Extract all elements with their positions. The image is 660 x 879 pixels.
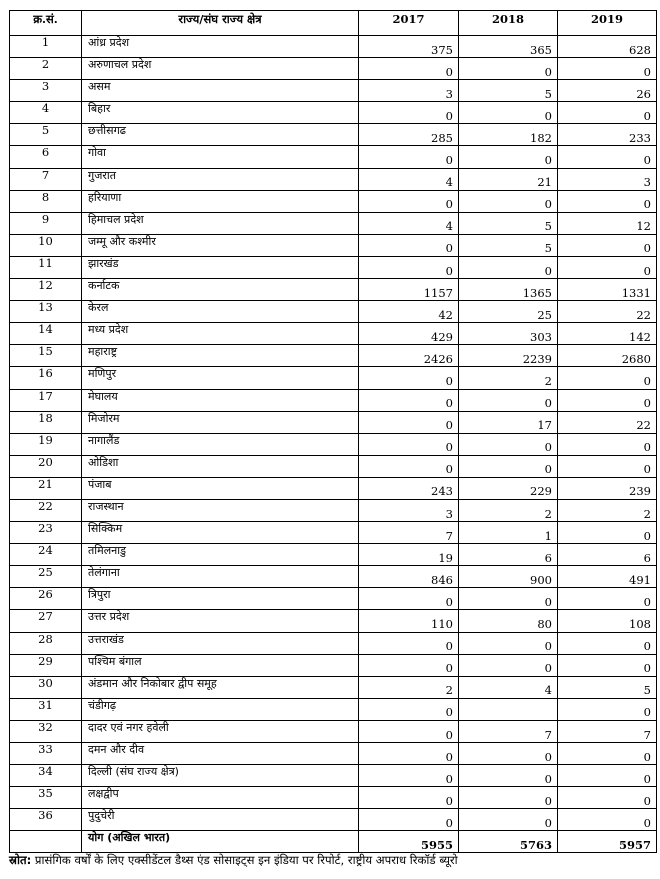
value-2019-cell: 0	[558, 102, 657, 124]
value-2017-cell: 0	[359, 765, 459, 787]
value-2019-cell: 0	[558, 588, 657, 610]
state-name-cell: मिजोरम	[82, 411, 359, 433]
state-name-cell: मध्य प्रदेश	[82, 323, 359, 345]
value-2017-cell: 0	[359, 743, 459, 765]
value-2019-cell: 22	[558, 301, 657, 323]
table-row	[10, 389, 657, 411]
data-table-container	[9, 10, 656, 853]
serial-no-cell: 26	[10, 588, 82, 610]
table-row	[10, 632, 657, 654]
value-2018-cell: 900	[459, 566, 558, 588]
value-2018-cell: 0	[459, 632, 558, 654]
state-name-cell: दमन और दीव	[82, 743, 359, 765]
state-name-cell: बिहार	[82, 102, 359, 124]
value-2019-cell: 0	[558, 146, 657, 168]
value-2019-cell: 491	[558, 566, 657, 588]
value-2018-cell: 0	[459, 654, 558, 676]
value-2019-cell: 142	[558, 323, 657, 345]
value-2017-cell: 0	[359, 654, 459, 676]
value-2017-cell: 0	[359, 809, 459, 831]
table-row	[10, 124, 657, 146]
value-2019-cell: 26	[558, 80, 657, 102]
value-2018-cell: 17	[459, 411, 558, 433]
value-2017-cell: 0	[359, 190, 459, 212]
state-name-cell: मेघालय	[82, 389, 359, 411]
total-label-cell: योग (अखिल भारत)	[82, 831, 359, 853]
serial-no-cell: 29	[10, 654, 82, 676]
value-2018-cell: 365	[459, 36, 558, 58]
serial-no-cell: 14	[10, 323, 82, 345]
value-2017-cell: 243	[359, 477, 459, 499]
serial-no-cell: 33	[10, 743, 82, 765]
value-2019-cell: 0	[558, 433, 657, 455]
value-2017-cell: 0	[359, 787, 459, 809]
serial-no-cell: 20	[10, 455, 82, 477]
table-row	[10, 809, 657, 831]
value-2018-cell: 2	[459, 499, 558, 521]
value-2018-cell: 6	[459, 544, 558, 566]
value-2017-cell: 2	[359, 676, 459, 698]
total-2018-cell: 5763	[459, 831, 558, 853]
table-row	[10, 190, 657, 212]
value-2017-cell: 0	[359, 146, 459, 168]
value-2017-cell: 4	[359, 212, 459, 234]
serial-no-cell: 15	[10, 345, 82, 367]
state-name-cell: तमिलनाडु	[82, 544, 359, 566]
value-2017-cell: 0	[359, 632, 459, 654]
state-name-cell: झारखंड	[82, 256, 359, 278]
table-row	[10, 279, 657, 301]
value-2019-cell: 0	[558, 654, 657, 676]
value-2019-cell: 0	[558, 765, 657, 787]
state-name-cell: नागालैंड	[82, 433, 359, 455]
state-name-cell: ओडिशा	[82, 455, 359, 477]
table-header-row	[10, 11, 657, 36]
table-row	[10, 367, 657, 389]
state-name-cell: अंडमान और निकोबार द्वीप समूह	[82, 676, 359, 698]
value-2018-cell: 80	[459, 610, 558, 632]
table-row	[10, 499, 657, 521]
serial-no-cell: 16	[10, 367, 82, 389]
value-2017-cell: 0	[359, 720, 459, 742]
table-row	[10, 256, 657, 278]
table-row	[10, 234, 657, 256]
serial-no-cell: 23	[10, 522, 82, 544]
value-2018-cell: 4	[459, 676, 558, 698]
value-2017-cell: 429	[359, 323, 459, 345]
value-2018-cell: 0	[459, 389, 558, 411]
table-row	[10, 433, 657, 455]
value-2018-cell: 0	[459, 787, 558, 809]
value-2019-cell: 12	[558, 212, 657, 234]
value-2017-cell: 285	[359, 124, 459, 146]
table-row	[10, 676, 657, 698]
value-2018-cell: 7	[459, 720, 558, 742]
table-row	[10, 212, 657, 234]
table-row	[10, 588, 657, 610]
serial-no-cell: 2	[10, 58, 82, 80]
state-data-table	[9, 10, 657, 853]
state-name-cell: उत्तर प्रदेश	[82, 610, 359, 632]
state-name-cell: चंडीगढ़	[82, 698, 359, 720]
state-name-cell: सिक्किम	[82, 522, 359, 544]
serial-no-cell: 13	[10, 301, 82, 323]
value-2017-cell: 846	[359, 566, 459, 588]
total-2017-cell: 5955	[359, 831, 459, 853]
serial-no-cell: 30	[10, 676, 82, 698]
table-row	[10, 455, 657, 477]
value-2019-cell: 0	[558, 632, 657, 654]
serial-no-cell: 3	[10, 80, 82, 102]
value-2019-cell: 0	[558, 698, 657, 720]
value-2019-cell: 628	[558, 36, 657, 58]
state-name-cell: गुजरात	[82, 168, 359, 190]
value-2017-cell: 0	[359, 234, 459, 256]
total-row	[10, 831, 657, 853]
value-2017-cell: 0	[359, 698, 459, 720]
value-2018-cell: 0	[459, 809, 558, 831]
value-2018-cell: 182	[459, 124, 558, 146]
value-2019-cell: 0	[558, 256, 657, 278]
table-row	[10, 345, 657, 367]
header-2019: 2019	[558, 11, 657, 36]
serial-no-cell: 6	[10, 146, 82, 168]
value-2018-cell: 303	[459, 323, 558, 345]
table-row	[10, 36, 657, 58]
state-name-cell: तेलंगाना	[82, 566, 359, 588]
serial-no-cell: 22	[10, 499, 82, 521]
value-2018-cell: 25	[459, 301, 558, 323]
serial-no-cell: 10	[10, 234, 82, 256]
value-2018-cell: 2239	[459, 345, 558, 367]
value-2018-cell: 5	[459, 80, 558, 102]
state-name-cell: हरियाणा	[82, 190, 359, 212]
state-name-cell: मणिपुर	[82, 367, 359, 389]
value-2019-cell: 239	[558, 477, 657, 499]
value-2019-cell: 0	[558, 367, 657, 389]
value-2017-cell: 375	[359, 36, 459, 58]
serial-no-cell: 4	[10, 102, 82, 124]
value-2018-cell: 0	[459, 102, 558, 124]
state-name-cell: महाराष्ट्र	[82, 345, 359, 367]
value-2019-cell: 2680	[558, 345, 657, 367]
value-2019-cell: 7	[558, 720, 657, 742]
header-state: राज्य/संघ राज्य क्षेत्र	[82, 11, 359, 36]
value-2017-cell: 19	[359, 544, 459, 566]
value-2019-cell: 0	[558, 743, 657, 765]
value-2018-cell: 1	[459, 522, 558, 544]
value-2017-cell: 0	[359, 433, 459, 455]
value-2017-cell: 0	[359, 367, 459, 389]
total-2019-cell: 5957	[558, 831, 657, 853]
value-2018-cell: 0	[459, 765, 558, 787]
value-2017-cell: 0	[359, 455, 459, 477]
table-row	[10, 566, 657, 588]
table-row	[10, 477, 657, 499]
value-2019-cell: 1331	[558, 279, 657, 301]
value-2019-cell: 0	[558, 787, 657, 809]
value-2017-cell: 0	[359, 58, 459, 80]
value-2018-cell: 0	[459, 58, 558, 80]
value-2018-cell: 0	[459, 190, 558, 212]
value-2019-cell: 0	[558, 389, 657, 411]
state-name-cell: दिल्ली (संघ राज्य क्षेत्र)	[82, 765, 359, 787]
value-2019-cell: 0	[558, 190, 657, 212]
value-2019-cell: 0	[558, 455, 657, 477]
value-2018-cell: 5	[459, 234, 558, 256]
value-2017-cell: 42	[359, 301, 459, 323]
state-name-cell: गोवा	[82, 146, 359, 168]
table-row	[10, 411, 657, 433]
serial-no-cell: 27	[10, 610, 82, 632]
serial-no-cell: 18	[10, 411, 82, 433]
table-row	[10, 323, 657, 345]
value-2018-cell: 0	[459, 256, 558, 278]
serial-no-cell: 24	[10, 544, 82, 566]
source-note	[9, 853, 660, 868]
value-2018-cell: 0	[459, 588, 558, 610]
value-2019-cell: 233	[558, 124, 657, 146]
header-serial-no: क्र.सं.	[10, 11, 82, 36]
table-row	[10, 787, 657, 809]
value-2019-cell: 0	[558, 522, 657, 544]
value-2019-cell: 22	[558, 411, 657, 433]
state-name-cell: कर्नाटक	[82, 279, 359, 301]
serial-no-cell: 5	[10, 124, 82, 146]
table-row	[10, 146, 657, 168]
value-2017-cell: 3	[359, 499, 459, 521]
value-2017-cell: 0	[359, 389, 459, 411]
table-body	[10, 36, 657, 853]
table-row	[10, 102, 657, 124]
header-2017: 2017	[359, 11, 459, 36]
value-2019-cell: 2	[558, 499, 657, 521]
source-text: प्रासंगिक वर्षों के लिए एक्सीडेंटल डैथ्स एंड सोसाइट्स इन इंडिया पर रिपोर्ट, राष्ट्रीय अपराध रिकॉर्ड ब्यूरो	[34, 853, 458, 867]
table-row	[10, 698, 657, 720]
table-row	[10, 720, 657, 742]
value-2017-cell: 4	[359, 168, 459, 190]
serial-no-cell: 19	[10, 433, 82, 455]
serial-no-cell: 21	[10, 477, 82, 499]
table-row	[10, 544, 657, 566]
state-name-cell: अरुणाचल प्रदेश	[82, 58, 359, 80]
state-name-cell: आंध्र प्रदेश	[82, 36, 359, 58]
value-2017-cell: 0	[359, 588, 459, 610]
value-2017-cell: 2426	[359, 345, 459, 367]
state-name-cell: उत्तराखंड	[82, 632, 359, 654]
value-2017-cell: 0	[359, 102, 459, 124]
value-2018-cell: 0	[459, 146, 558, 168]
serial-no-cell: 36	[10, 809, 82, 831]
value-2019-cell: 0	[558, 234, 657, 256]
value-2018-cell: 1365	[459, 279, 558, 301]
table-row	[10, 301, 657, 323]
serial-no-cell: 34	[10, 765, 82, 787]
table-row	[10, 58, 657, 80]
state-name-cell: छत्तीसगढ	[82, 124, 359, 146]
total-serial-cell	[10, 831, 82, 853]
value-2017-cell: 1157	[359, 279, 459, 301]
state-name-cell: त्रिपुरा	[82, 588, 359, 610]
value-2019-cell: 0	[558, 809, 657, 831]
table-row	[10, 743, 657, 765]
state-name-cell: हिमाचल प्रदेश	[82, 212, 359, 234]
value-2017-cell: 7	[359, 522, 459, 544]
state-name-cell: लक्षद्वीप	[82, 787, 359, 809]
table-row	[10, 80, 657, 102]
value-2019-cell: 5	[558, 676, 657, 698]
value-2018-cell: 0	[459, 455, 558, 477]
state-name-cell: जम्मू और कश्मीर	[82, 234, 359, 256]
value-2019-cell: 3	[558, 168, 657, 190]
serial-no-cell: 9	[10, 212, 82, 234]
serial-no-cell: 1	[10, 36, 82, 58]
state-name-cell: राजस्थान	[82, 499, 359, 521]
table-row	[10, 765, 657, 787]
serial-no-cell: 12	[10, 279, 82, 301]
serial-no-cell: 8	[10, 190, 82, 212]
value-2019-cell: 0	[558, 58, 657, 80]
state-name-cell: पंजाब	[82, 477, 359, 499]
value-2017-cell: 3	[359, 80, 459, 102]
source-label: स्रोत:	[9, 853, 32, 867]
value-2017-cell: 0	[359, 256, 459, 278]
value-2019-cell: 6	[558, 544, 657, 566]
value-2017-cell: 110	[359, 610, 459, 632]
value-2018-cell: 21	[459, 168, 558, 190]
serial-no-cell: 32	[10, 720, 82, 742]
serial-no-cell: 7	[10, 168, 82, 190]
table-row	[10, 168, 657, 190]
table-row	[10, 654, 657, 676]
serial-no-cell: 35	[10, 787, 82, 809]
header-2018: 2018	[459, 11, 558, 36]
value-2018-cell: 5	[459, 212, 558, 234]
serial-no-cell: 28	[10, 632, 82, 654]
value-2018-cell: 0	[459, 433, 558, 455]
table-row	[10, 610, 657, 632]
state-name-cell: पुदुचेरी	[82, 809, 359, 831]
value-2018-cell: 2	[459, 367, 558, 389]
serial-no-cell: 25	[10, 566, 82, 588]
state-name-cell: पश्चिम बंगाल	[82, 654, 359, 676]
state-name-cell: केरल	[82, 301, 359, 323]
value-2018-cell: 0	[459, 743, 558, 765]
serial-no-cell: 31	[10, 698, 82, 720]
table-row	[10, 522, 657, 544]
state-name-cell: दादर एवं नगर हवेली	[82, 720, 359, 742]
value-2018-cell	[459, 698, 558, 720]
serial-no-cell: 17	[10, 389, 82, 411]
value-2018-cell: 229	[459, 477, 558, 499]
value-2019-cell: 108	[558, 610, 657, 632]
state-name-cell: असम	[82, 80, 359, 102]
serial-no-cell: 11	[10, 256, 82, 278]
value-2017-cell: 0	[359, 411, 459, 433]
